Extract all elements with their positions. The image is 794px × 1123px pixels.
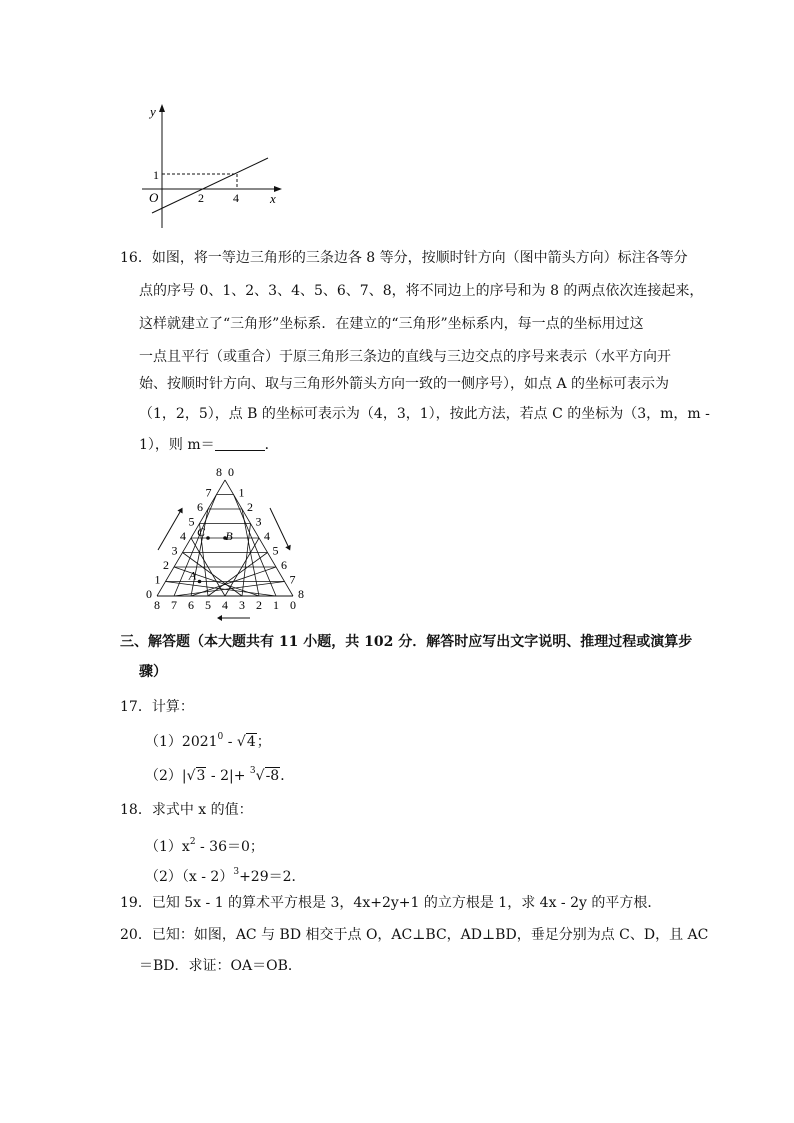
tri-bottom-label: 8 bbox=[154, 598, 160, 612]
tri-right-label: 3 bbox=[255, 514, 262, 529]
tri-left-label: 5 bbox=[188, 514, 195, 529]
tri-bottom-label: 5 bbox=[205, 598, 211, 612]
x-axis-label: x bbox=[270, 191, 276, 206]
tri-bottom-label: 4 bbox=[222, 598, 228, 612]
tri-bottom-label: 6 bbox=[188, 598, 194, 612]
tri-right-label: 2 bbox=[247, 500, 253, 514]
origin-label: O bbox=[149, 190, 159, 205]
q16-line-1: 16．如图，将一等边三角形的三条边各 8 等分，按顺时针方向（图中箭头方向）标注各等分 bbox=[120, 250, 688, 266]
tri-left-label: 1 bbox=[154, 572, 161, 587]
y-axis-label: y bbox=[150, 104, 156, 119]
point-c-label: C bbox=[196, 525, 206, 539]
q17-part-1: （1）2021$^0$ - √4； bbox=[145, 732, 271, 750]
q16-line-3: 这样就建立了“三角形”坐标系．在建立的“三角形”坐标系内，每一点的坐标用过这 bbox=[139, 316, 644, 332]
q17-part-2: （2）|√3 - 2|+ $^3$√-8． bbox=[145, 766, 295, 784]
triangle-coordinate-figure bbox=[140, 462, 310, 622]
tri-right-label: 1 bbox=[238, 485, 245, 500]
q20-line-1: 20．已知：如图，AC 与 BD 相交于点 O，AC⊥BC，AD⊥BD，垂足分别为点 C、D，且 AC bbox=[120, 927, 709, 943]
x-tick-2: 2 bbox=[198, 191, 204, 205]
section-3-heading-cont: 骤） bbox=[139, 664, 167, 680]
q16-last-prefix: 1），则 m＝ bbox=[139, 437, 215, 453]
tri-right-label: 8 bbox=[298, 587, 304, 601]
grid-line-l bbox=[208, 553, 268, 597]
point-a-dot bbox=[198, 580, 202, 584]
tri-left-label: 0 bbox=[146, 587, 152, 601]
point-a-label: A bbox=[188, 568, 197, 583]
tri-left-label: 2 bbox=[163, 558, 169, 572]
tri-left-label: 6 bbox=[197, 500, 203, 514]
q16-line-5: 始、按顺时针方向、取与三角形外箭头方向一致的一侧序号），如点 A 的坐标可表示为 bbox=[139, 376, 670, 392]
tri-left-label: 4 bbox=[180, 529, 186, 543]
q18-part-2: （2）（x - 2）$^3$+29＝2． bbox=[145, 867, 306, 885]
q16-last-suffix: ． bbox=[264, 437, 279, 453]
tri-right-label: 7 bbox=[289, 572, 296, 587]
tri-bottom-label: 7 bbox=[171, 598, 177, 612]
q16-line-4: 一点且平行（或重合）于原三角形三条边的直线与三边交点的序号来表示（水平方向开 bbox=[139, 349, 671, 365]
tri-top-left-label: 8 bbox=[216, 465, 222, 479]
tri-right-label: 5 bbox=[272, 543, 279, 558]
tri-left-label: 7 bbox=[205, 485, 212, 500]
q18-title: 18．求式中 x 的值： bbox=[120, 802, 253, 818]
tri-bottom-label: 2 bbox=[256, 598, 262, 612]
point-b-label: B bbox=[225, 529, 233, 543]
q17-title: 17．计算： bbox=[120, 699, 194, 715]
q16-line-6: （1，2，5），点 B 的坐标可表示为（4，3，1），按此方法，若点 C 的坐标为（3，m，m - bbox=[139, 406, 710, 422]
arrow-right-edge bbox=[270, 508, 288, 546]
tri-right-label: 4 bbox=[264, 529, 270, 543]
q20-line-2: ＝BD．求证：OA＝OB． bbox=[139, 958, 302, 974]
q18-part-1: $(1)x^2 - 36=0$； bbox=[145, 837, 264, 855]
point-c-dot bbox=[206, 536, 210, 540]
q16-line-2: 点的序号 0、1、2、3、4、5、6、7、8，将不同边上的序号和为 8 的两点依次连接起来， bbox=[139, 283, 704, 299]
tri-bottom-label: 3 bbox=[239, 598, 245, 612]
tri-right-label: 6 bbox=[281, 558, 287, 572]
answer-blank bbox=[215, 436, 265, 451]
arrow-bottom-edge-head bbox=[217, 615, 222, 621]
section-3-heading: 三、解答题（本大题共有 11 小题，共 102 分．解答时应写出文字说明、推理过程或演算步 bbox=[120, 634, 693, 650]
q19-text: 19．已知 5x - 1 的算术平方根是 3，4x+2y+1 的立方根是 1，求 4x - 2y 的平方根． bbox=[120, 895, 662, 911]
y-tick-1: 1 bbox=[153, 168, 159, 182]
tri-bottom-label: 1 bbox=[273, 598, 279, 612]
tri-bottom-label: 0 bbox=[290, 598, 296, 612]
x-tick-4: 4 bbox=[233, 191, 239, 205]
tri-left-label: 3 bbox=[171, 543, 178, 558]
tri-top-right-label: 0 bbox=[228, 465, 234, 479]
grid-line-r bbox=[166, 582, 277, 597]
grid-line-l bbox=[174, 582, 285, 597]
q16-line-7 bbox=[139, 435, 279, 455]
coordinate-graph bbox=[130, 100, 290, 235]
